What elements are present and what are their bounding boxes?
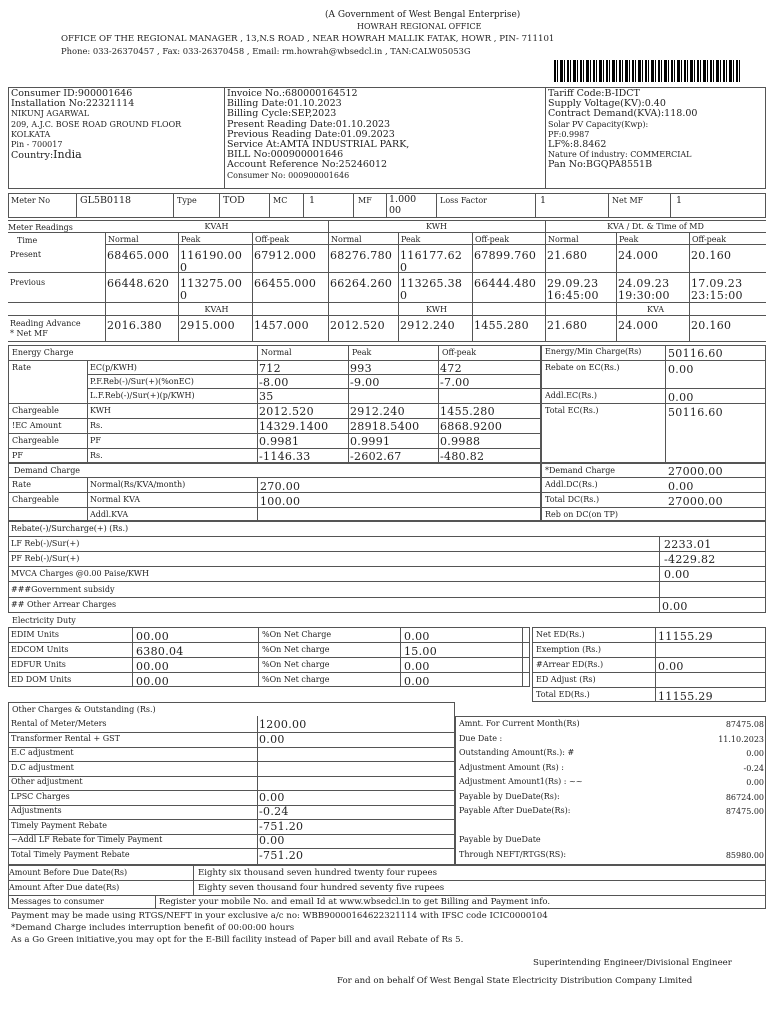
signatory-title: Superintending Engineer/Divisional Engineer xyxy=(533,958,732,968)
other-charge-value: 1200.00 xyxy=(259,718,307,731)
emc-label: Energy/Min Charge(Rs) xyxy=(545,347,642,356)
billing-date: Billing Date:01.10.2023 xyxy=(227,98,342,110)
net-ed-value: 11155.29 xyxy=(658,630,713,643)
edcom-value: 6380.04 xyxy=(136,645,184,658)
previous-reading-wrap: 16:45:00 xyxy=(547,289,599,302)
ec-label: EC(p/KWH) xyxy=(90,363,137,372)
country-label: Country: xyxy=(11,150,54,162)
kwh-header-2: KWH xyxy=(426,305,447,314)
summary-value: 87475.00 xyxy=(725,807,764,816)
reading-col-header: Normal xyxy=(331,235,362,244)
eddom-label: ED DOM Units xyxy=(11,675,72,684)
previous-reading: 66264.260 xyxy=(330,277,393,290)
rebate-title: Rebate(-)/Surcharge(+) (Rs.) xyxy=(11,524,129,533)
meter-readings-title: Meter Readings xyxy=(8,223,73,232)
rate-label: Rate xyxy=(12,363,31,372)
previous-reading-wrap: 23:15:00 xyxy=(691,289,743,302)
other-charge-label: Other adjustment xyxy=(11,777,83,786)
edfur-value: 00.00 xyxy=(136,660,169,673)
go-green-note: As a Go Green initiative,you may opt for the E-Bill facility instead of Paper bill and avail Rebate of Rs 5. xyxy=(11,935,464,945)
total-ec-label: Total EC(Rs.) xyxy=(545,406,599,415)
emc-value: 50116.60 xyxy=(668,347,723,360)
header-contact: Phone: 033-26370457 , Fax: 033-26370458 , Email: rm.howrah@wbsedcl.in , TAN:CALW05053G xyxy=(61,46,471,56)
present-label: Present xyxy=(10,250,42,259)
present-reading: 67899.760 xyxy=(474,249,537,262)
advance-reading: 20.160 xyxy=(691,319,732,332)
duty-pct-2: 15.00 xyxy=(404,645,437,658)
addl-kva-label: Addl.KVA xyxy=(90,510,129,519)
advance-reading: 2012.520 xyxy=(330,319,385,332)
energy-value: -9.00 xyxy=(350,376,380,389)
energy-value: 993 xyxy=(350,362,372,375)
advance-reading: 21.680 xyxy=(547,319,588,332)
demand-charge-title: Demand Charge xyxy=(14,466,81,475)
consumer-country xyxy=(11,150,181,161)
lf-label: L.F.Reb(-)/Sur(+)(p/KWH) xyxy=(90,391,195,400)
other-charge-label: E.C adjustment xyxy=(11,748,74,757)
advance-reading: 24.000 xyxy=(618,319,659,332)
energy-offpeak-header: Off-peak xyxy=(442,348,477,357)
other-charge-value: 0.00 xyxy=(259,790,285,804)
total-dc-value: 27000.00 xyxy=(668,495,723,508)
reading-col-header: Peak xyxy=(401,235,421,244)
reading-col-header: Peak xyxy=(619,235,639,244)
energy-value: -480.82 xyxy=(440,450,485,463)
energy-value: 712 xyxy=(259,362,281,375)
previous-reading: 29.09.23 xyxy=(547,277,599,290)
arrear-ed-value: 0.00 xyxy=(658,660,684,673)
energy-normal-header: Normal xyxy=(261,348,292,357)
energy-charge-title: Energy Charge xyxy=(12,348,74,357)
mvca-value: 0.00 xyxy=(664,568,690,581)
mvca-label: MVCA Charges @0.00 Paise/KWH xyxy=(11,569,149,578)
kva-header-2: KVA xyxy=(647,305,664,314)
reading-col-header: Off-peak xyxy=(692,235,727,244)
energy-value: 2012.520 xyxy=(259,405,314,418)
pan-no: Pan No:BGQPA8551B xyxy=(548,159,653,171)
total-ec-value: 50116.60 xyxy=(668,406,723,419)
present-reading: 116177.62 xyxy=(400,249,463,262)
on-net-label-4: %On Net charge xyxy=(262,675,330,684)
edcom-label: EDCOM Units xyxy=(11,645,69,654)
energy-value: 6868.9200 xyxy=(440,420,503,433)
lf-reb-value: 2233.01 xyxy=(664,538,712,551)
previous-reading: 66448.620 xyxy=(107,277,170,290)
on-net-label-3: %On Net charge xyxy=(262,660,330,669)
energy-value: 0.9981 xyxy=(259,435,300,448)
chargeable-label-2: Chargeable xyxy=(12,436,59,445)
reb-dc-label: Reb on DC(on TP) xyxy=(545,510,618,519)
billing-cycle: Billing Cycle:SEP,2023 xyxy=(227,108,337,120)
other-charge-label: ~Addl LF Rebate for Timely Payment xyxy=(11,835,163,844)
other-charge-value: -0.24 xyxy=(259,805,289,818)
summary-label: Amnt. For Current Month(Rs) xyxy=(459,719,580,728)
header-office: HOWRAH REGIONAL OFFICE xyxy=(357,22,482,31)
consumer-name: NIKUNJ AGARWAL xyxy=(11,109,90,119)
duty-pct-1: 0.00 xyxy=(404,630,430,643)
reading-col-header: Off-peak xyxy=(475,235,510,244)
demand-note: *Demand Charge includes interruption benefit of 00:00:00 hours xyxy=(11,923,295,933)
rebate-box xyxy=(8,521,766,613)
summary-label: Outstanding Amount(Rs.): # xyxy=(459,748,575,757)
advance-reading: 1455.280 xyxy=(474,319,529,332)
other-charge-value: 0.00 xyxy=(259,732,285,746)
mc-value: 1 xyxy=(309,195,316,206)
kvah-header-2: KVAH xyxy=(204,305,229,314)
other-charge-value: -751.20 xyxy=(259,819,304,833)
messages-text: Register your mobile No. and email Id at www.wbsedcl.in to get Billing and Payment info. xyxy=(159,897,551,907)
present-reading: 21.680 xyxy=(547,249,588,262)
govt-subsidy-label: ###Government subsidy xyxy=(11,585,115,594)
company-signoff: For and on behalf Of West Bengal State Electricity Distribution Company Limited xyxy=(337,976,693,986)
advance-reading: 2016.380 xyxy=(107,319,162,332)
amount-after-label: Amount After Due date(Rs) xyxy=(9,883,120,892)
consumer-city: KOLKATA xyxy=(11,129,51,139)
barcode xyxy=(554,60,740,82)
present-reading: 20.160 xyxy=(691,249,732,262)
rebate-ec-label: Rebate on EC(Rs.) xyxy=(545,363,620,372)
amount-after-words: Eighty seven thousand four hundred seventy five rupees xyxy=(198,883,445,893)
tariff-details xyxy=(548,89,697,171)
summary-label: Adjustment Amount (Rs) : xyxy=(459,762,564,772)
arrear-ed-label: #Arrear ED(Rs.) xyxy=(536,660,604,669)
energy-value: 14329.1400 xyxy=(259,420,329,433)
consumer-address: 209, A.J.C. BOSE ROAD GROUND FLOOR xyxy=(11,119,182,129)
net-mf-note: * Net MF xyxy=(10,329,48,338)
other-charge-label: Adjustments xyxy=(11,806,62,815)
installation-no: Installation No:22321114 xyxy=(11,98,135,110)
energy-value: -2602.67 xyxy=(350,450,402,463)
pf-label-3: PF xyxy=(12,451,23,460)
mf-value xyxy=(389,194,416,216)
energy-value: 35 xyxy=(259,390,274,403)
mc-label: MC xyxy=(273,196,288,205)
mf-value-line2: 00 xyxy=(389,205,402,216)
summary-label: Payable by DueDate(Rs): xyxy=(459,791,560,801)
energy-value: -7.00 xyxy=(440,376,470,389)
other-charge-label: LPSC Charges xyxy=(11,791,70,801)
contract-demand: Contract Demand(KVA):118.00 xyxy=(548,108,698,120)
previous-reading: 66444.480 xyxy=(474,277,537,290)
loss-factor-label: Loss Factor xyxy=(440,196,487,205)
chargeable-label: Chargeable xyxy=(12,406,59,415)
total-ed-label: Total ED(Rs.) xyxy=(536,690,590,699)
previous-reading-wrap: 0 xyxy=(400,289,408,302)
header-address: OFFICE OF THE REGIONAL MANAGER , 13,N.S ROAD , NEAR HOWRAH MALLIK FATAK, HOWR , PIN- 711101 xyxy=(61,34,555,44)
rs-label-2: Rs. xyxy=(90,451,103,460)
net-mf: 1 xyxy=(676,195,683,206)
arrear-value: 0.00 xyxy=(662,600,688,613)
normal-rate-value: 270.00 xyxy=(260,480,301,493)
normal-rate-label: Normal(Rs/KVA/month) xyxy=(90,480,186,489)
pf-reb-value: -4229.82 xyxy=(664,553,716,566)
demand-chargeable-label: Chargeable xyxy=(12,495,59,504)
kvah-header: KVAH xyxy=(204,222,229,231)
consumer-pin: Pin - 700017 xyxy=(11,140,63,150)
reading-col-header: Off-peak xyxy=(255,235,290,244)
other-charge-label: D.C adjustment xyxy=(11,762,74,772)
edfur-label: EDFUR Units xyxy=(11,660,66,669)
other-charge-label: Transformer Rental + GST xyxy=(11,733,120,743)
addl-ec-label: Addl.EC(Rs.) xyxy=(545,391,597,400)
present-reading-date: Present Reading Date:01.10.2023 xyxy=(227,118,391,130)
loss-factor: 1 xyxy=(540,195,547,206)
previous-reading-date: Previous Reading Date:01.09.2023 xyxy=(227,128,395,140)
reading-col-header: Normal xyxy=(108,235,139,244)
other-charge-label: Total Timely Payment Rebate xyxy=(11,849,130,859)
summary-value: 0.00 xyxy=(746,778,764,787)
account-ref: Account Reference No:25246012 xyxy=(227,159,388,171)
edim-label: EDIM Units xyxy=(11,630,59,639)
demand-rate-label: Rate xyxy=(12,480,31,489)
messages-label: Messages to consumer xyxy=(11,897,104,906)
service-at: Service At:AMTA INDUSTRIAL PARK, xyxy=(227,139,410,151)
power-factor: PF:0.9987 xyxy=(548,129,590,139)
advance-reading: 2915.000 xyxy=(180,319,235,332)
energy-value: 0.9991 xyxy=(350,435,391,448)
consumer-no: Consumer No: 000900001646 xyxy=(227,170,350,180)
total-ed-value: 11155.29 xyxy=(658,690,713,703)
addl-dc-value: 0.00 xyxy=(668,480,694,493)
summary-value: 87475.08 xyxy=(725,720,764,729)
type-value: TOD xyxy=(223,195,245,206)
summary-label: Payable by DueDate xyxy=(459,835,541,844)
previous-reading: 113275.00 xyxy=(180,277,243,290)
summary-value: 0.00 xyxy=(746,749,764,758)
previous-reading: 17.09.23 xyxy=(691,277,743,290)
present-reading-wrap: 0 xyxy=(180,261,188,274)
advance-label: Reading Advance xyxy=(10,319,81,328)
energy-value: 28918.5400 xyxy=(350,420,420,433)
invoice-details xyxy=(227,89,409,181)
meter-no-label: Meter No xyxy=(11,196,51,205)
energy-value: -8.00 xyxy=(259,376,289,389)
duty-title: Electricity Duty xyxy=(12,616,76,625)
kwh-label: KWH xyxy=(90,406,111,415)
amount-before-label: Amount Before Due Date(Rs) xyxy=(9,868,128,877)
other-charge-value: -751.20 xyxy=(259,848,304,862)
present-reading: 68276.780 xyxy=(330,249,393,262)
rebate-ec-value: 0.00 xyxy=(668,363,694,376)
addl-dc-label: Addl.DC(Rs.) xyxy=(545,480,598,489)
addl-ec-value: 0.00 xyxy=(668,391,694,404)
meter-no: GL5B0118 xyxy=(80,195,132,206)
on-net-label-1: %On Net Charge xyxy=(262,630,332,639)
ec-amount-label: !EC Amount xyxy=(12,421,62,430)
reading-col-header: Normal xyxy=(548,235,579,244)
consumer-details xyxy=(11,89,181,161)
consumer-id: Consumer ID:900001646 xyxy=(11,88,133,99)
type-label: Type xyxy=(177,196,197,205)
reading-col-header: Peak xyxy=(181,235,201,244)
duty-pct-4: 0.00 xyxy=(404,675,430,688)
net-mf-label: Net MF xyxy=(612,196,644,205)
summary-value: -0.24 xyxy=(743,763,764,773)
invoice-no: Invoice No.:680000164512 xyxy=(227,88,358,99)
energy-value: 472 xyxy=(440,362,462,375)
duty-pct-3: 0.00 xyxy=(404,660,430,673)
load-factor: LF%:8.8462 xyxy=(548,139,607,151)
pf-reb-label: PF Reb(-)/Sur(+) xyxy=(11,554,80,563)
energy-value: 1455.280 xyxy=(440,405,495,418)
summary-label: Payable After DueDate(Rs): xyxy=(459,806,571,815)
normal-kva-value: 100.00 xyxy=(260,495,301,508)
other-charge-value: 0.00 xyxy=(259,834,285,847)
present-reading-wrap: 0 xyxy=(400,261,408,274)
present-reading: 68465.000 xyxy=(107,249,170,262)
exemption-label: Exemption (Rs.) xyxy=(536,645,601,654)
ed-adjust-label: ED Adjust (Rs) xyxy=(536,675,596,684)
energy-value: 2912.240 xyxy=(350,405,405,418)
summary-label: Due Date : xyxy=(459,733,503,743)
time-label: Time xyxy=(17,236,38,245)
advance-reading: 1457.000 xyxy=(254,319,309,332)
industry-nature: Nature Of industry: COMMERCIAL xyxy=(548,150,692,160)
eddom-value: 00.00 xyxy=(136,675,169,688)
tariff-code: Tariff Code:B-IDCT xyxy=(548,88,640,99)
pf-label-2: PF xyxy=(90,436,101,445)
supply-voltage: Supply Voltage(KV):0.40 xyxy=(548,98,666,110)
present-reading: 24.000 xyxy=(618,249,659,262)
net-ed-label: Net ED(Rs.) xyxy=(536,630,585,639)
summary-label: Through NEFT/RTGS(RS): xyxy=(459,849,567,859)
bill-no: BILL No:000900001646 xyxy=(227,149,344,161)
demand-charge-value: 27000.00 xyxy=(668,465,723,478)
summary-label: Adjustment Amount1(Rs) : ~~ xyxy=(459,777,583,786)
previous-reading: 113265.38 xyxy=(400,277,463,290)
kva-md-header: KVA / Dt. & Time of MD xyxy=(607,222,704,231)
kwh-header: KWH xyxy=(426,222,447,231)
mf-label: MF xyxy=(358,196,372,205)
summary-value: 11.10.2023 xyxy=(718,734,764,744)
summary-value: 86724.00 xyxy=(725,792,764,802)
mf-value-line1: 1.000 xyxy=(389,194,417,205)
previous-reading: 24.09.23 xyxy=(618,277,670,290)
advance-reading: 2912.240 xyxy=(400,319,455,332)
on-net-label-2: %On Net charge xyxy=(262,645,330,654)
lf-reb-label: LF Reb(-)/Sur(+) xyxy=(11,539,80,548)
reading-advance-label xyxy=(10,319,81,339)
previous-reading-wrap: 19:30:00 xyxy=(618,289,670,302)
present-reading: 116190.00 xyxy=(180,249,243,262)
energy-value: 0.9988 xyxy=(440,435,481,448)
other-charges-title: Other Charges & Outstanding (Rs.) xyxy=(12,705,156,714)
energy-value: -1146.33 xyxy=(259,450,311,463)
header-enterprise: (A Government of West Bengal Enterprise) xyxy=(325,10,521,20)
summary-value: 85980.00 xyxy=(725,850,764,860)
other-charge-label: Timely Payment Rebate xyxy=(11,820,107,830)
solar-capacity: Solar PV Capacity(Kwp): xyxy=(548,119,649,129)
rs-label: Rs. xyxy=(90,421,103,430)
energy-peak-header: Peak xyxy=(352,348,372,357)
previous-reading-wrap: 0 xyxy=(180,289,188,302)
previous-label: Previous xyxy=(10,278,46,287)
total-dc-label: Total DC(Rs.) xyxy=(545,495,600,504)
previous-reading: 66455.000 xyxy=(254,277,317,290)
amount-before-words: Eighty six thousand seven hundred twenty four rupees xyxy=(198,868,437,878)
country-value: India xyxy=(53,148,82,162)
arrear-label: ## Other Arrear Charges xyxy=(11,600,117,609)
payment-note: Payment may be made using RTGS/NEFT in your exclusive a/c no: WBB90000164622321114 with IFSC code ICIC0000104 xyxy=(11,911,548,921)
demand-charge-label: *Demand Charge xyxy=(545,466,616,475)
other-charge-label: Rental of Meter/Meters xyxy=(11,719,107,728)
normal-kva-label: Normal KVA xyxy=(90,495,141,504)
edim-value: 00.00 xyxy=(136,630,169,643)
pf-label: P.F.Reb(-)/Sur(+)(%onEC) xyxy=(90,377,194,386)
present-reading: 67912.000 xyxy=(254,249,317,262)
